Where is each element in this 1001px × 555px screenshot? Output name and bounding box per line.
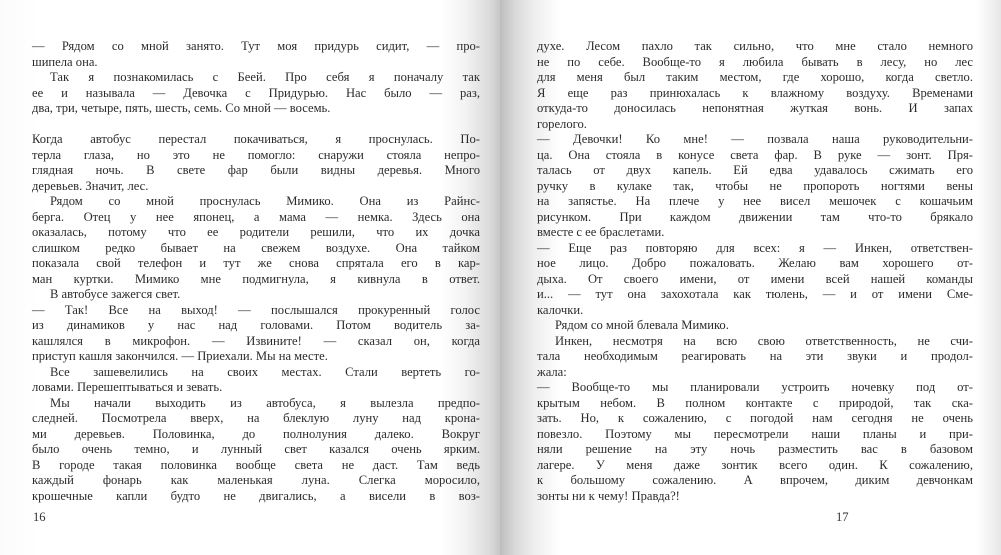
text-line: — Рядом со мной занято. Тут моя придурь сидит, — про- xyxy=(32,39,480,53)
text-line: показала свой телефон и тут же снова спрятала его в кар- xyxy=(32,256,480,270)
text-line: ное лицо. Добро пожаловать. Желаю вам хорошего от- xyxy=(537,256,973,270)
text-line: ман куртки. Мимико мне подмигнула, я кивнула в ответ. xyxy=(32,271,480,286)
text-line: повезло. Поэтому мы пересмотрели наши планы и при- xyxy=(537,426,973,441)
text-line: для меня был таким местом, где хорошо, когда светло. xyxy=(537,70,973,84)
text-line: дыха. От своего имени, от имени всей нашей команды xyxy=(537,271,973,286)
text-line: Инкен, несмотря на всю свою ответственность, не счи- xyxy=(555,333,973,348)
text-line: ми деревьев. Половинка, до полнолуния далеко. Вокруг xyxy=(32,426,480,441)
text-line: ловами. Перешептываться и зевать. xyxy=(32,380,223,394)
text-line: В автобусе зажегся свет. xyxy=(50,287,181,301)
text-line: приступ кашля закончился. — Приехали. Мы на месте. xyxy=(32,349,328,363)
text-line: крытым небом. В полном контакте с природой, так ска- xyxy=(537,395,973,410)
text-line: жала: xyxy=(537,364,567,379)
text-line: оказалась, потому что ее родители решили, что их дочка xyxy=(32,225,480,239)
text-line: талась от двух капель. Ей едва удавалось сжимать его xyxy=(537,163,973,177)
text-line: откуда-то доносилась непонятная жуткая вонь. И запах xyxy=(537,101,973,115)
text-line: ручку в кулаке так, чтобы не пропороть ногтями вены xyxy=(537,178,973,193)
text-line: ее и называла — Девочка с Придурью. Нас было — раз, xyxy=(32,85,480,100)
text-line: — Вообще-то мы планировали устроить ночевку под от- xyxy=(537,380,973,394)
right-page-text xyxy=(537,39,973,504)
text-line: рисунком. При каждом движении там что-то брякало xyxy=(537,209,973,224)
text-line: тала необходимым реагировать на эти звуки и продол- xyxy=(537,349,973,363)
text-line: — Девочки! Ко мне! — позвала наша руководительни- xyxy=(537,132,973,146)
text-line: Я еще раз принюхалась к влажному воздуху. Временами xyxy=(537,85,973,100)
text-line: следней. Посмотрела вверх, на блеклую луну над крона- xyxy=(32,411,480,425)
text-line: каждый фонарь как маленькая луна. Слегка моросило, xyxy=(32,473,480,487)
left-page-text xyxy=(32,39,480,504)
page-number-right: 17 xyxy=(836,510,849,524)
text-line: зонты ни к чему! Правда?! xyxy=(537,488,680,503)
text-line: к большому сожалению. А впрочем, диким девчонкам xyxy=(537,473,973,487)
text-line: Когда автобус перестал покачиваться, я проснулась. По- xyxy=(32,132,480,146)
text-line: Рядом со мной блевала Мимико. xyxy=(555,318,729,332)
text-line: из динамиков у нас над головами. Потом водитель за- xyxy=(32,318,480,332)
text-line: ца. Она стояла в конусе света фар. В руке — зонт. Пря- xyxy=(537,147,973,162)
text-line: не по себе. Вообще-то я любила бывать в лесу, но лес xyxy=(537,54,973,69)
text-line: няли решение на эту ночь разместить вас в базовом xyxy=(537,442,973,456)
text-line: горелого. xyxy=(537,116,587,131)
text-line: В городе такая половинка вообще света не даст. Там ведь xyxy=(32,457,480,472)
text-line: глядная ночь. В свете фар были видны деревья. Много xyxy=(32,163,480,177)
text-line: Все зашевелились на своих местах. Стали вертеть го- xyxy=(50,364,480,379)
text-line: Мы начали выходить из автобуса, я вылезла предпо- xyxy=(50,395,480,410)
text-line: Так я познакомилась с Беей. Про себя я поначалу так xyxy=(50,70,480,84)
text-line: вместе с ее браслетами. xyxy=(537,225,665,239)
text-line: духе. Лесом пахло так сильно, что мне стало немного xyxy=(537,39,973,53)
text-line: терла глаза, но это не помогло: снаружи стояла непро- xyxy=(32,147,480,162)
text-line: было очень темно, и лунный свет казался очень ярким. xyxy=(32,442,480,456)
text-line: Рядом со мной проснулась Мимико. Она из Райнс- xyxy=(50,194,480,208)
text-line: калочки. xyxy=(537,302,584,317)
text-line: лагере. У меня даже зонтик всего один. К сожалению, xyxy=(537,457,973,472)
text-line: деревьев. Значит, лес. xyxy=(32,178,149,193)
text-line: крошечные капли будто не двигались, а висели в воз- xyxy=(32,488,480,503)
text-line: кашлялся в микрофон. — Извините! — сказал он, когда xyxy=(32,333,480,348)
text-line: — Так! Все на выход! — послышался прокуренный голос xyxy=(32,302,480,317)
text-line: и... — тут она захохотала как тюлень, — и от имени Сме- xyxy=(537,287,973,301)
right-page xyxy=(500,0,1001,555)
page-number-left: 16 xyxy=(33,510,46,524)
text-line: шипела она. xyxy=(32,54,98,69)
text-line: на запястье. На плече у нее висел мешочек с кошачьим xyxy=(537,194,973,208)
text-line: два, три, четыре, пять, шесть, семь. Со мной — восемь. xyxy=(32,101,331,115)
text-line: берга. Отец у нее японец, а мама — немка. Здесь она xyxy=(32,209,480,224)
text-line: — Еще раз повторяю для всех: я — Инкен, ответствен- xyxy=(537,240,973,255)
text-line: слишком редко бывает на свежем воздухе. Она тайком xyxy=(32,240,480,255)
left-page xyxy=(0,0,500,555)
text-line: зать. Но, к сожалению, с погодой нам сегодня не очень xyxy=(537,411,973,425)
